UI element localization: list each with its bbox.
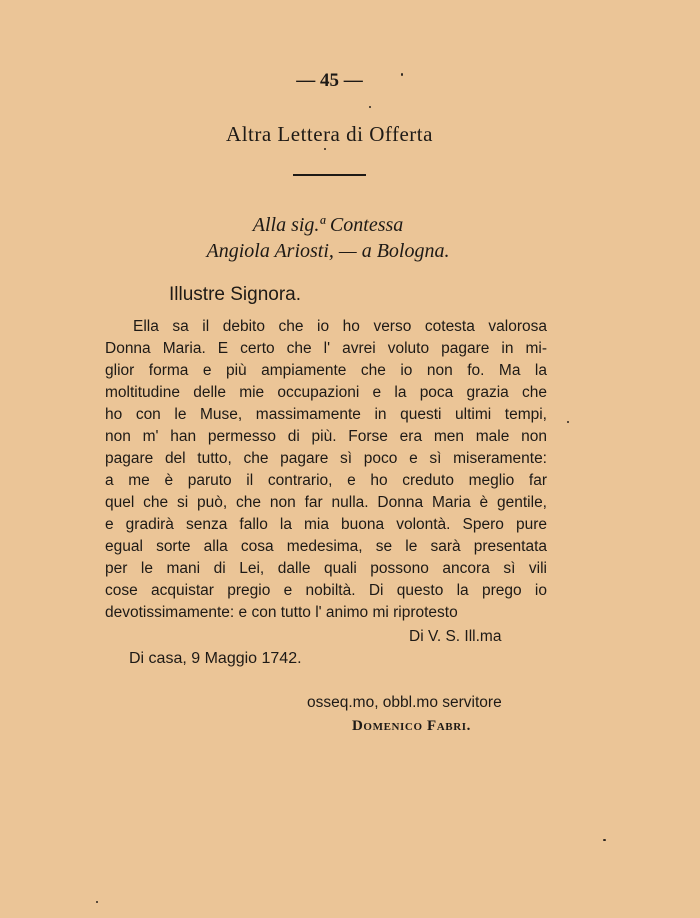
page-number: — 45 — — [296, 70, 363, 91]
body-line: Ella sa il debito che io ho verso cotesta valorosa — [133, 318, 547, 335]
body-line: devotissimamente: e con tutto l' animo mi riprotesto — [105, 604, 458, 621]
date-line: Di casa, 9 Maggio 1742. — [129, 650, 302, 667]
body-line: ho con le Muse, massimamente in questi ultimi tempi, — [105, 406, 547, 423]
signoff: Di V. S. Ill.ma — [409, 628, 502, 645]
body-line: moltitudine delle mie occupazioni e la poca grazia che — [105, 384, 547, 401]
body-line: e gradirà senza fallo la mia buona volontà. Spero pure — [105, 516, 547, 533]
body-line: per le mani di Lei, dalle quali possono ancora sì vili — [105, 560, 547, 577]
addressee-line-1: Alla sig.ª Contessa — [252, 214, 404, 236]
letter-body — [105, 316, 547, 624]
body-line: glior forma e più ampiamente che io non fo. Ma la — [105, 362, 547, 379]
body-line: quel che si può, che non far nulla. Donna Maria è gentile, — [105, 494, 547, 511]
body-line: pagare del tutto, che pagare sì poco e sì miseramente: — [105, 450, 547, 467]
ink-speck — [369, 106, 371, 108]
body-line: egual sorte alla cosa medesima, se le sarà presentata — [105, 538, 547, 555]
body-line: Donna Maria. E certo che l' avrei voluto pagare in mi- — [105, 340, 547, 357]
addressee-line-2: Angiola Ariosti, — a Bologna. — [206, 240, 450, 262]
addressee-block — [0, 212, 656, 264]
ink-speck — [324, 148, 326, 150]
ink-speck — [401, 73, 403, 76]
ink-speck — [96, 901, 98, 903]
body-line: a me è paruto il contrario, e ho creduto meglio far — [105, 472, 547, 489]
ink-speck — [603, 839, 606, 841]
letter-title: Altra Lettera di Offerta — [226, 122, 433, 146]
salutation: Illustre Signora. — [169, 284, 302, 305]
body-line: cose acquistar pregio e nobiltà. Di questo la prego io — [105, 582, 547, 599]
title-divider — [293, 174, 366, 176]
signature: Domenico Fabri. — [352, 718, 472, 734]
body-line: non m' han permesso di più. Forse era men male non — [105, 428, 547, 445]
ink-speck — [567, 421, 569, 423]
closing-formula: osseq.mo, obbl.mo servitore — [307, 694, 502, 711]
